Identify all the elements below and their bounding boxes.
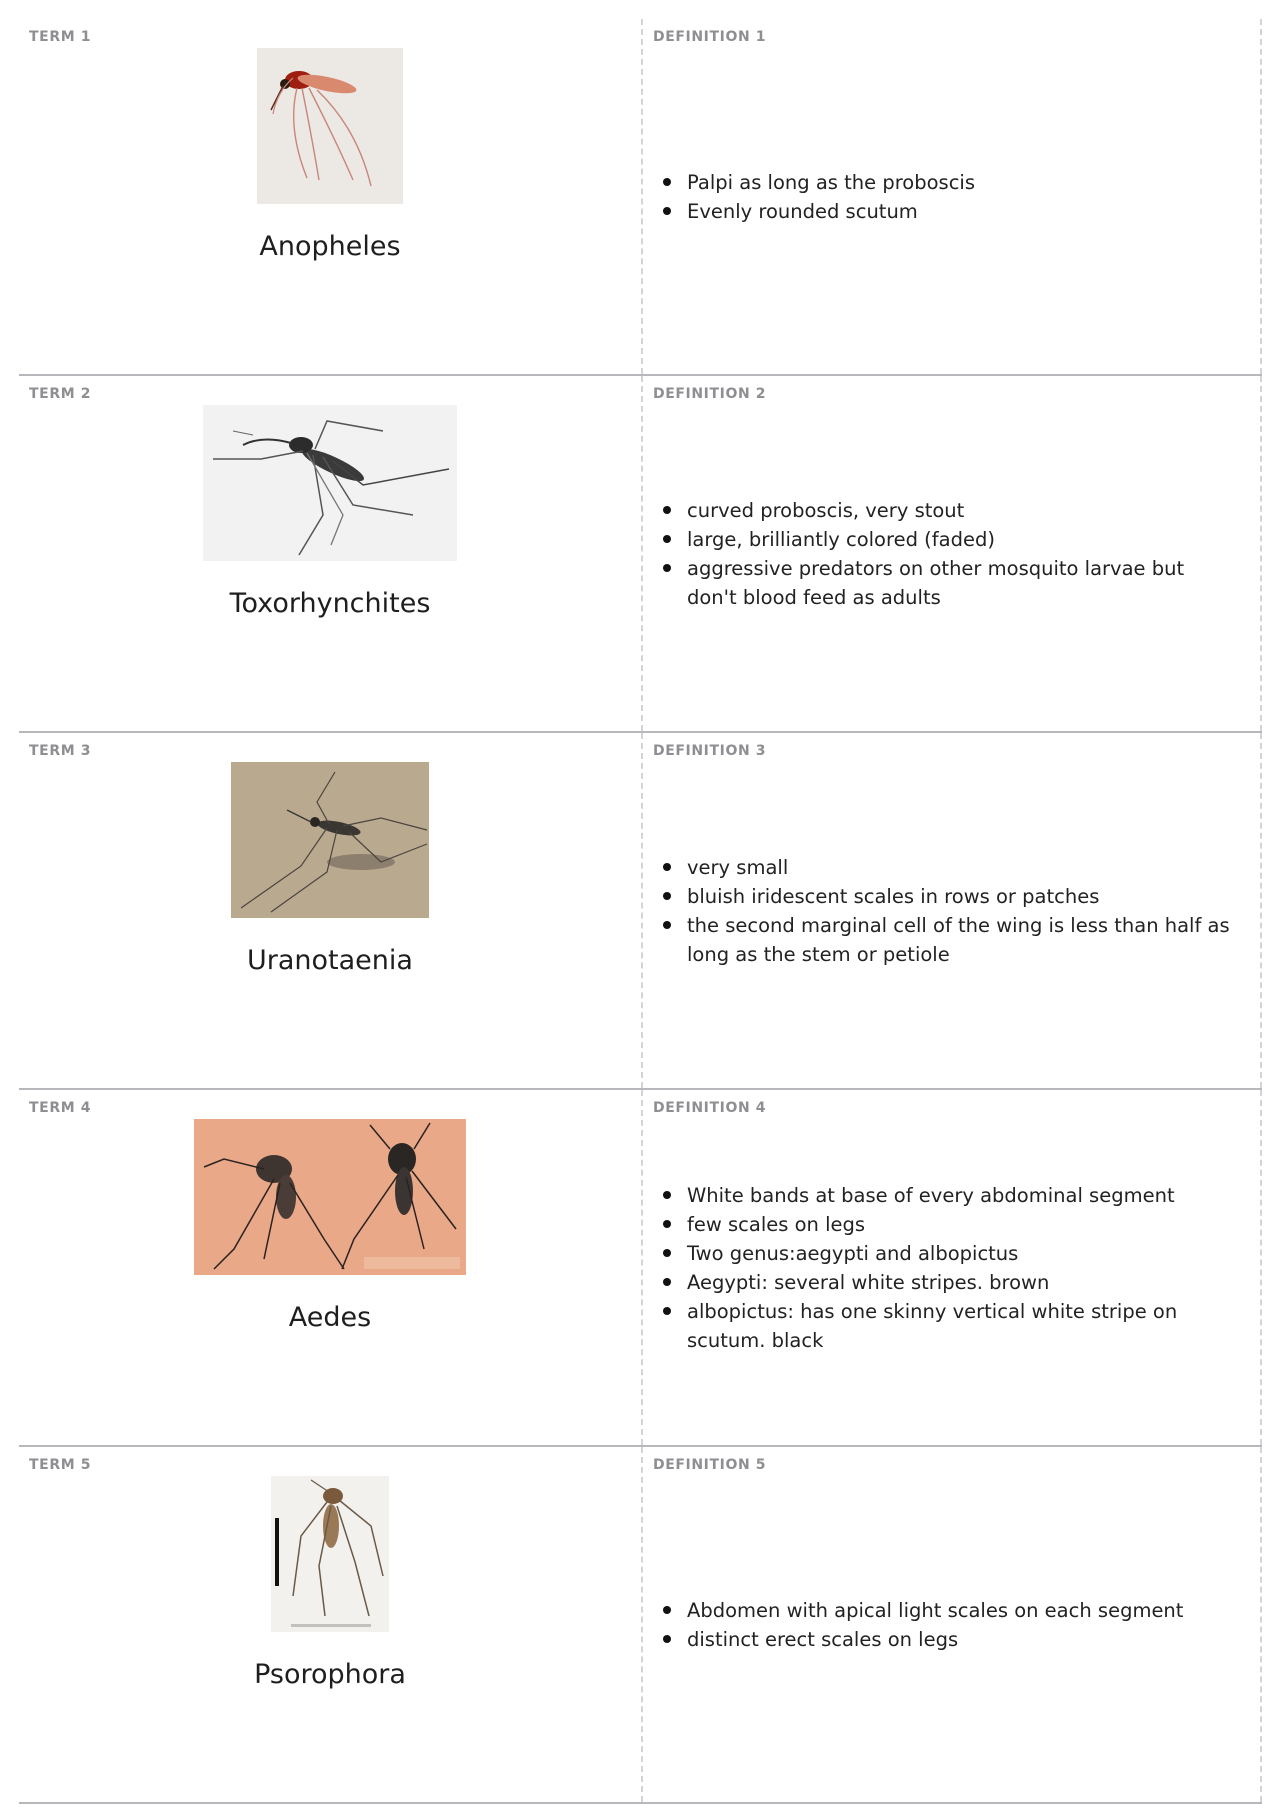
list-item: distinct erect scales on legs xyxy=(687,1625,1238,1654)
term-cell xyxy=(19,376,643,731)
list-item: Aegypti: several white stripes. brown xyxy=(687,1268,1238,1297)
definition-cell xyxy=(643,19,1262,374)
anopheles-image xyxy=(257,48,403,204)
list-item: albopictus: has one skinny vertical white stripe on scutum. black xyxy=(687,1297,1238,1355)
list-item: Abdomen with apical light scales on each segment xyxy=(687,1596,1238,1625)
term-cell xyxy=(19,1447,643,1802)
list-item: White bands at base of every abdominal segment xyxy=(687,1181,1238,1210)
definition-cell xyxy=(643,733,1262,1088)
psorophora-image xyxy=(271,1476,389,1632)
definition-label: DEFINITION 5 xyxy=(653,1457,767,1473)
definition-label: DEFINITION 1 xyxy=(653,29,767,45)
term-label: TERM 4 xyxy=(29,1100,92,1116)
definition-list xyxy=(657,496,1238,612)
flashcard-row xyxy=(19,376,1262,733)
definition-list xyxy=(657,168,1238,226)
term-cell xyxy=(19,19,643,374)
list-item: bluish iridescent scales in rows or patches xyxy=(687,882,1238,911)
list-item: the second marginal cell of the wing is less than half as long as the stem or petiole xyxy=(687,911,1238,969)
flashcard-row xyxy=(19,1447,1262,1804)
flashcard-row xyxy=(19,733,1262,1090)
term-label: TERM 5 xyxy=(29,1457,92,1473)
list-item: Palpi as long as the proboscis xyxy=(687,168,1238,197)
term-name: Toxorhynchites xyxy=(229,588,431,619)
flashcard-row xyxy=(19,19,1262,376)
definition-list xyxy=(657,1596,1238,1654)
term-cell xyxy=(19,1090,643,1445)
aedes-image xyxy=(194,1119,466,1275)
term-name: Uranotaenia xyxy=(247,945,413,976)
term-label: TERM 3 xyxy=(29,743,92,759)
term-label: TERM 1 xyxy=(29,29,92,45)
definition-cell xyxy=(643,376,1262,731)
list-item: very small xyxy=(687,853,1238,882)
definition-list xyxy=(657,853,1238,969)
definition-cell xyxy=(643,1090,1262,1445)
definition-list xyxy=(657,1181,1238,1355)
definition-label: DEFINITION 3 xyxy=(653,743,767,759)
list-item: large, brilliantly colored (faded) xyxy=(687,525,1238,554)
definition-cell xyxy=(643,1447,1262,1802)
list-item: curved proboscis, very stout xyxy=(687,496,1238,525)
list-item: Two genus:aegypti and albopictus xyxy=(687,1239,1238,1268)
term-name: Anopheles xyxy=(259,231,401,262)
list-item: few scales on legs xyxy=(687,1210,1238,1239)
uranotaenia-image xyxy=(231,762,429,918)
term-name: Psorophora xyxy=(254,1659,406,1690)
list-item: aggressive predators on other mosquito larvae but don't blood feed as adults xyxy=(687,554,1238,612)
flashcard-row xyxy=(19,1090,1262,1447)
list-item: Evenly rounded scutum xyxy=(687,197,1238,226)
flashcard-sheet xyxy=(19,19,1262,1804)
term-label: TERM 2 xyxy=(29,386,92,402)
term-cell xyxy=(19,733,643,1088)
definition-label: DEFINITION 4 xyxy=(653,1100,767,1116)
toxorhynchites-image xyxy=(203,405,457,561)
definition-label: DEFINITION 2 xyxy=(653,386,767,402)
term-name: Aedes xyxy=(288,1302,372,1333)
